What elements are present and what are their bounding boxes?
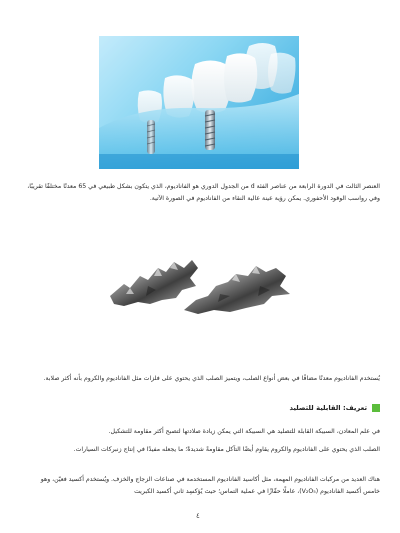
definition-heading [289,404,380,412]
paragraph-corrosion-resistance: الصلب الذي يحتوي على الفاناديوم والكروم يقاوم أيضًا التآكل مقاومةً شديدةً؛ ما يجعله مفيدًا في إنتاج زنبركات السيارات. [73,446,380,453]
paragraph-vanadium-steel: يُستخدم الفاناديوم معدنًا مضافًا في بعض أنواع الصلب، ويتميز الصلب الذي يحتوي على فلزات مثل الفاناديوم والكروم بأنه أكثر صلابة. [43,375,380,382]
paragraph-vanadium-intro: العنصر الثالث في الدورة الرابعة من عناصر الفئة d من الجدول الدوري هو الفاناديوم، الذي يتكون بشكل طبيعي في 65 معدنًا مختلفًا تقريبًا، وفي رواسب الوقود الأحفوري. يمكن رؤية عينة عالية النقاء من الفاناديوم في الصورة الآتية. [27,183,380,202]
dental-implant-image [99,36,299,169]
paragraph-hardenability-definition: في علم المعادن، السبيكة القابلة للتصليد هي السبيكة التي يمكن زيادة صلادتها لتصبح أكثر مقاومة للتشكيل. [108,428,380,435]
green-square-bullet-icon [372,404,380,412]
paragraph-vanadium-compounds: هناك العديد من مركبات الفاناديوم المهمة، مثل أكاسيد الفاناديوم المستخدمة في صناعات الزجاج والخزف. ويُستخدم أكسيد فعيّن، وهو خامس أكسيد الفاناديوم (V₂O₅)، عاملًا حفّازًا في عملية التماس؛ حيث يُؤكسِد ثاني أكسيد الكبريت [40,476,380,495]
page-number: ٤ [196,512,200,520]
vanadium-crystal-image [100,246,300,318]
definition-heading-text: تعريف: القابلية للتصليد [289,404,367,412]
